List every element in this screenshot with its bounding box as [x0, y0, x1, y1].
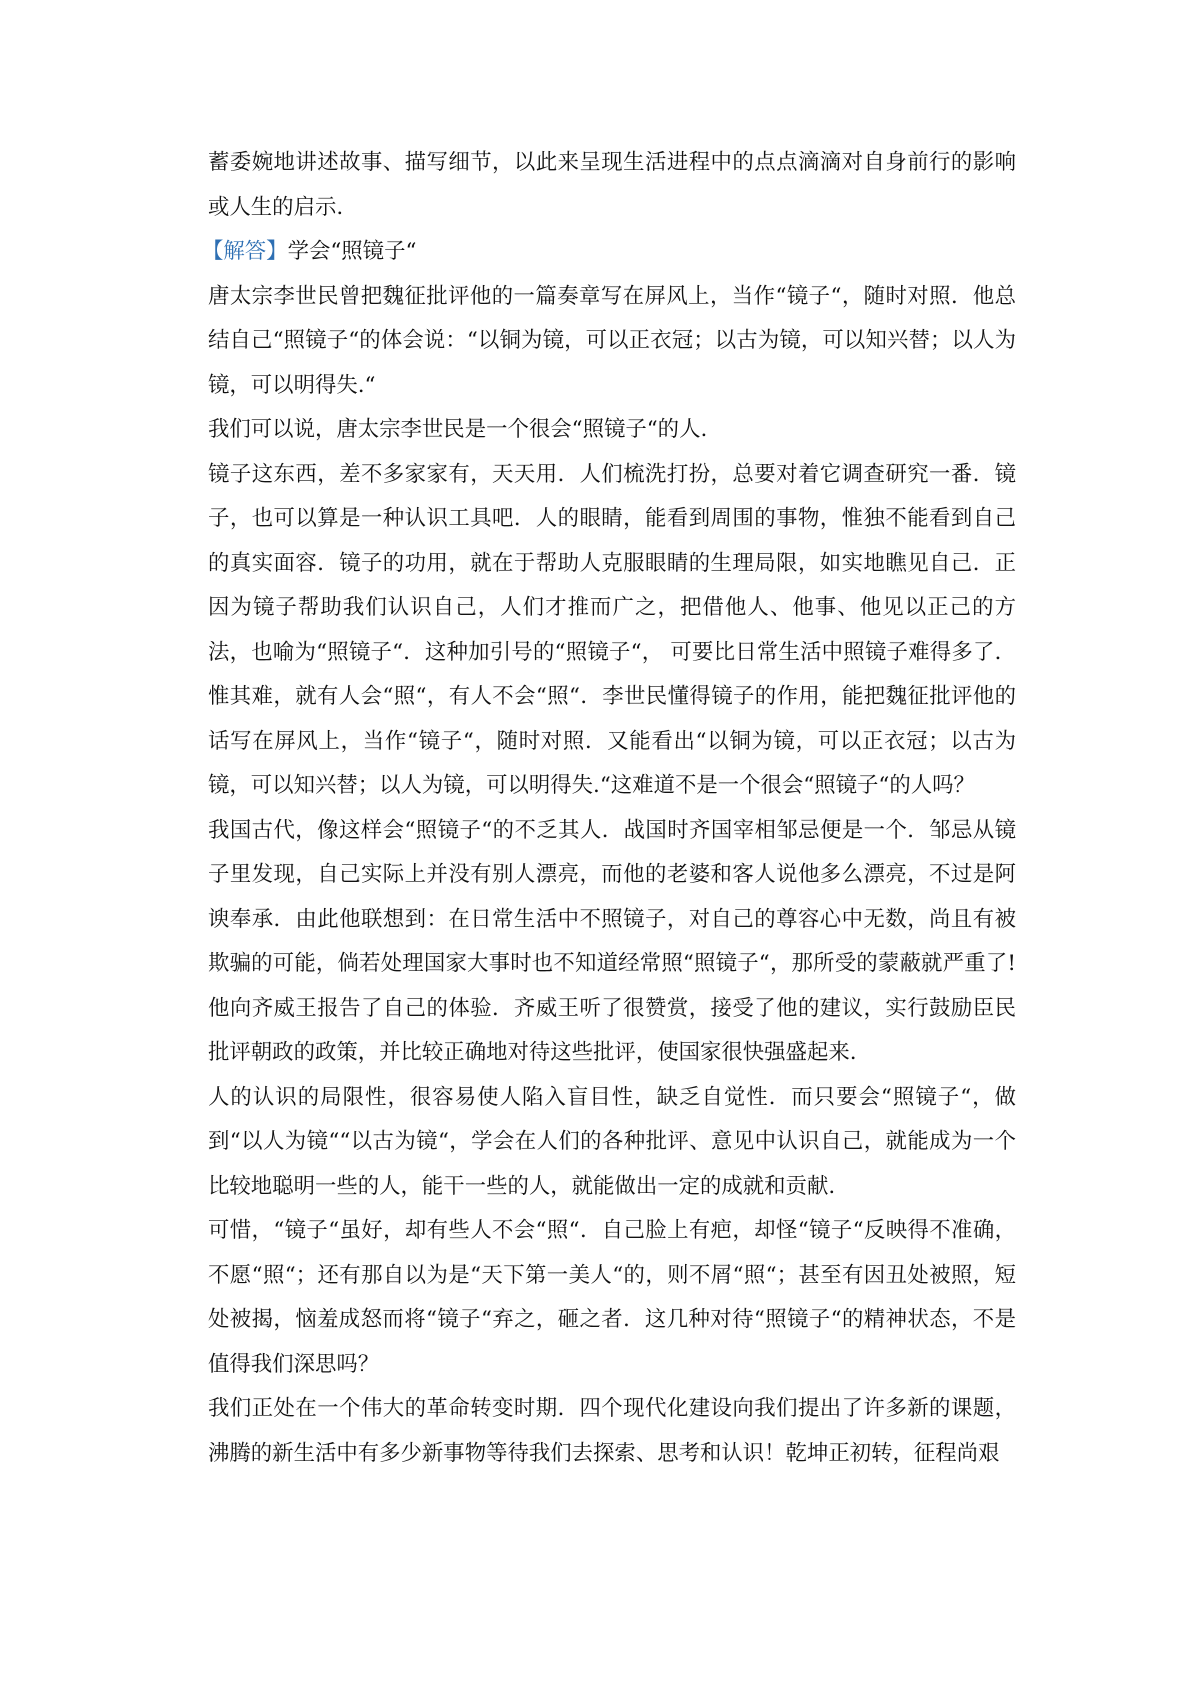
essay-paragraph: 我国古代，像这样会“照镜子“的不乏其人．战国时齐国宰相邹忌便是一个．邹忌从镜子里发现，自己实际上并没有别人漂亮，而他的老婆和客人说他多么漂亮，不过是阿谀奉承．由此他联想到：在日常生活中不照镜子，对自己的尊容心中无数，尚且有被欺骗的可能，倘若处理国家大事时也不知道经常照“照镜子“，那所受的蒙蔽就严重了!他向齐威王报告了自己的体验．齐威王听了很赞赏，接受了他的建议，实行鼓励臣民批评朝政的政策，并比较正确地对待这些批评，使国家很快强盛起来.	[208, 817, 1016, 1065]
essay-paragraph: 我们正处在一个伟大的革命转变时期．四个现代化建设向我们提出了许多新的课题，沸腾的新生活中有多少新事物等待我们去探索、思考和认识！乾坤正初转，征程尚艰	[208, 1396, 1016, 1466]
essay-paragraph: 镜子这东西，差不多家家有，天天用．人们梳洗打扮，总要对着它调查研究一番．镜子，也可以算是一种认识工具吧．人的眼睛，能看到周围的事物，惟独不能看到自己的真实面容．镜子的功用，就在于帮助人克服眼睛的生理局限，如实地瞧见自己．正因为镜子帮助我们认识自己，人们才推而广之，把借他人、他事、他见以正己的方法，也喻为“照镜子“．这种加引号的“照镜子“， 可要比日常生活中照镜子难得多了．惟其难，就有人会“照“，有人不会“照“．李世民懂得镜子的作用，能把魏征批评他的话写在屏风上，当作“镜子“，随时对照．又能看出“以铜为镜，可以正衣冠；以古为镜，可以知兴替；以人为镜，可以明得失.“这难道不是一个很会“照镜子“的人吗？	[208, 461, 1016, 798]
answer-heading	[202, 230, 1016, 275]
document-body	[202, 141, 1016, 1476]
essay-paragraph: 唐太宗李世民曾把魏征批评他的一篇奏章写在屏风上，当作“镜子“，随时对照．他总结自己“照镜子“的体会说：“以铜为镜，可以正衣冠；以古为镜，可以知兴替；以人为镜，可以明得失.“	[208, 283, 1016, 398]
essay-paragraph: 人的认识的局限性，很容易使人陷入盲目性，缺乏自觉性．而只要会“照镜子“，做到“以人为镜““以古为镜“，学会在人们的各种批评、意见中认识自己，就能成为一个比较地聪明一些的人，能干一些的人，就能做出一定的成就和贡献.	[208, 1084, 1016, 1199]
answer-label: 【解答】	[202, 239, 288, 264]
essay-paragraph: 可惜，“镜子“虽好，却有些人不会“照“．自己脸上有疤，却怪“镜子“反映得不准确，不愿“照“；还有那自以为是“天下第一美人“的，则不屑“照“；甚至有因丑处被照，短处被揭，恼羞成怒而将“镜子“弃之，砸之者．这几种对待“照镜子“的精神状态，不是值得我们深思吗？	[208, 1218, 1016, 1377]
essay-title: 学会“照镜子“	[287, 239, 417, 264]
essay-paragraph: 我们可以说，唐太宗李世民是一个很会“照镜子“的人.	[208, 417, 708, 442]
intro-paragraph: 蓄委婉地讲述故事、描写细节，以此来呈现生活进程中的点点滴滴对自身前行的影响或人生的启示.	[208, 150, 1016, 220]
